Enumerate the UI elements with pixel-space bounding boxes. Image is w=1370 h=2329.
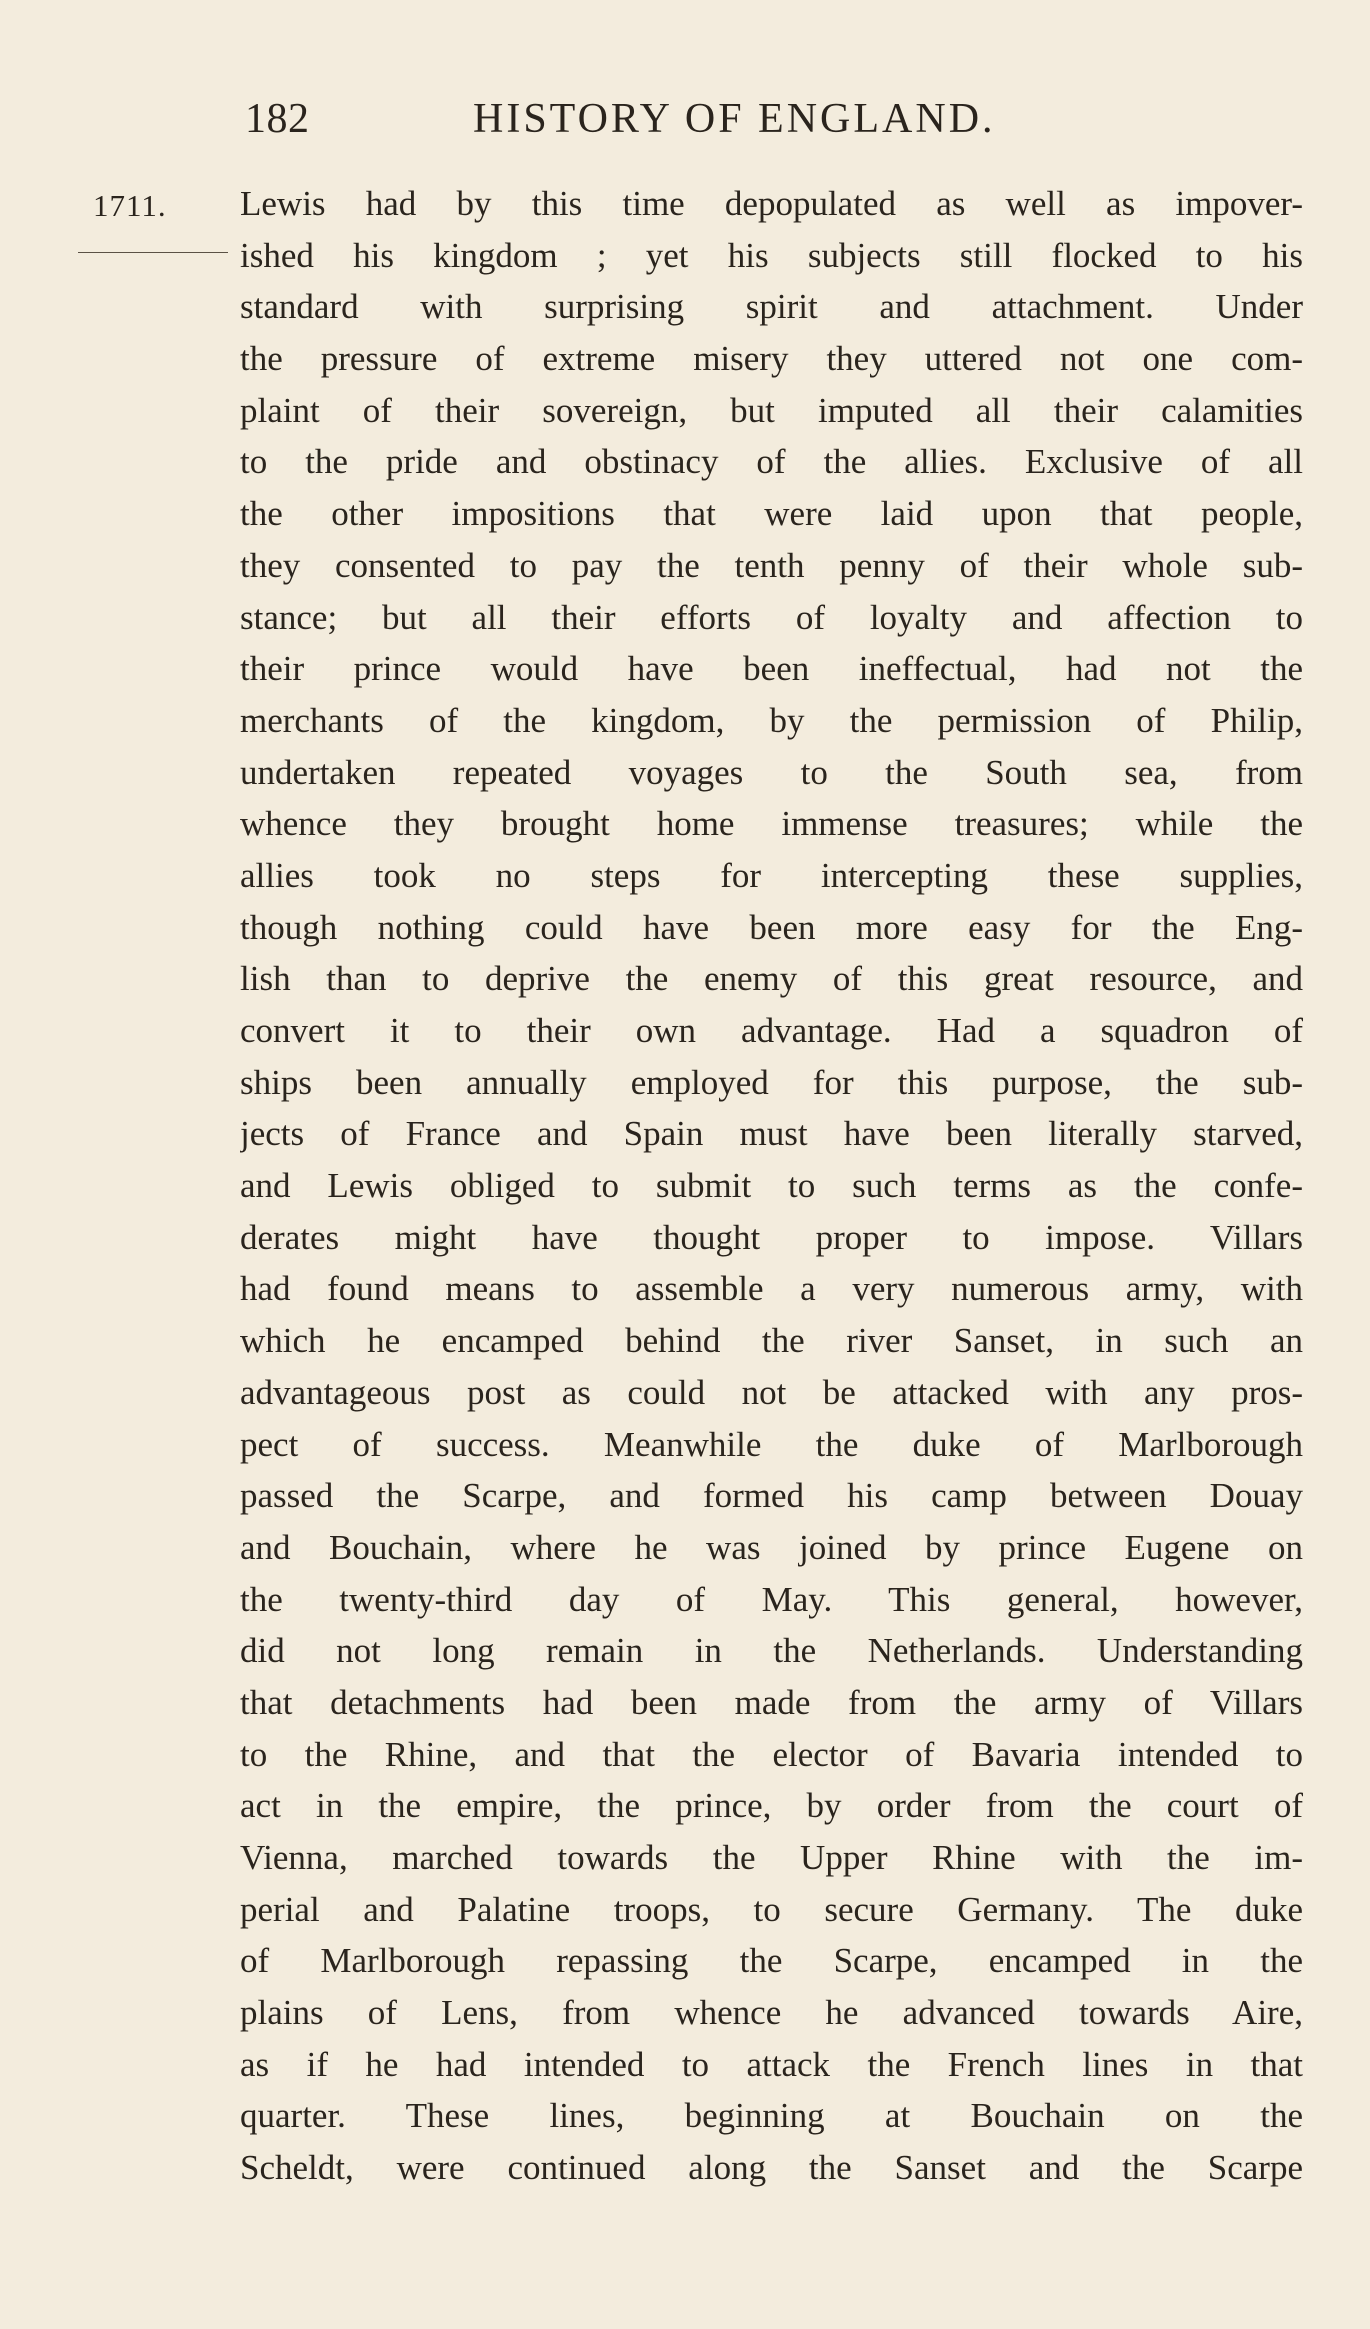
page-number: 182 (245, 96, 310, 142)
text-line: though nothing could have been more easy for the Eng- (240, 907, 1303, 947)
text-line: jects of France and Spain must have been literally starved, (240, 1114, 1303, 1154)
running-head: HISTORY OF ENGLAND. (473, 96, 996, 142)
text-line: of Marlborough repassing the Scarpe, encamped in the (240, 1941, 1303, 1981)
text-line: the other impositions that were laid upon that people, (240, 494, 1303, 534)
text-line: Lewis had by this time depopulated as well as impover- (240, 184, 1303, 223)
text-line: had found means to assemble a very numerous army, with (240, 1269, 1303, 1309)
text-line: and Lewis obliged to submit to such terms as the confe- (240, 1166, 1303, 1206)
text-line: quarter. These lines, beginning at Bouchain on the (240, 2096, 1303, 2136)
text-line: stance; but all their efforts of loyalty and affection to (240, 597, 1303, 637)
text-line: that detachments had been made from the army of Villars (240, 1682, 1303, 1722)
text-line: standard with surprising spirit and attachment. Under (240, 287, 1303, 327)
text-line: to the pride and obstinacy of the allies. Exclusive of all (240, 442, 1303, 482)
margin-year-note: 1711. (93, 188, 167, 223)
body-text (240, 178, 1303, 2194)
text-line: they consented to pay the tenth penny of their whole sub- (240, 545, 1303, 585)
text-line: passed the Scarpe, and formed his camp between Douay (240, 1476, 1303, 1516)
text-line: ished his kingdom ; yet his subjects still flocked to his (240, 235, 1303, 275)
text-line: as if he had intended to attack the French lines in that (240, 2044, 1303, 2084)
text-line: and Bouchain, where he was joined by prince Eugene on (240, 1527, 1303, 1567)
text-line: perial and Palatine troops, to secure Germany. The duke (240, 1889, 1303, 1929)
page-header (245, 95, 1075, 155)
text-line: advantageous post as could not be attacked with any pros- (240, 1372, 1303, 1412)
text-line: undertaken repeated voyages to the South sea, from (240, 752, 1303, 792)
text-line: the twenty-third day of May. This general, however, (240, 1579, 1303, 1619)
text-line: plaint of their sovereign, but imputed all their calamities (240, 390, 1303, 430)
text-line: did not long remain in the Netherlands. Understanding (240, 1631, 1303, 1671)
text-line: derates might have thought proper to impose. Villars (240, 1217, 1303, 1257)
text-line: merchants of the kingdom, by the permission of Philip, (240, 700, 1303, 740)
text-line: allies took no steps for intercepting these supplies, (240, 855, 1303, 895)
text-line: whence they brought home immense treasures; while the (240, 804, 1303, 844)
text-line: ships been annually employed for this purpose, the sub- (240, 1062, 1303, 1102)
text-line: which he encamped behind the river Sanset, in such an (240, 1321, 1303, 1361)
text-line: lish than to deprive the enemy of this great resource, and (240, 959, 1303, 999)
text-line: the pressure of extreme misery they uttered not one com- (240, 339, 1303, 379)
text-line: convert it to their own advantage. Had a squadron of (240, 1011, 1303, 1050)
margin-rule (78, 252, 228, 253)
text-line: plains of Lens, from whence he advanced towards Aire, (240, 1993, 1303, 2033)
text-line: pect of success. Meanwhile the duke of Marlborough (240, 1424, 1303, 1464)
text-line: Vienna, marched towards the Upper Rhine with the im- (240, 1838, 1303, 1877)
text-line: their prince would have been ineffectual, had not the (240, 649, 1303, 689)
text-line: Scheldt, were continued along the Sanset and the Scarpe (240, 2148, 1303, 2188)
text-line: to the Rhine, and that the elector of Bavaria intended to (240, 1734, 1303, 1774)
text-line: act in the empire, the prince, by order from the court of (240, 1786, 1303, 1826)
